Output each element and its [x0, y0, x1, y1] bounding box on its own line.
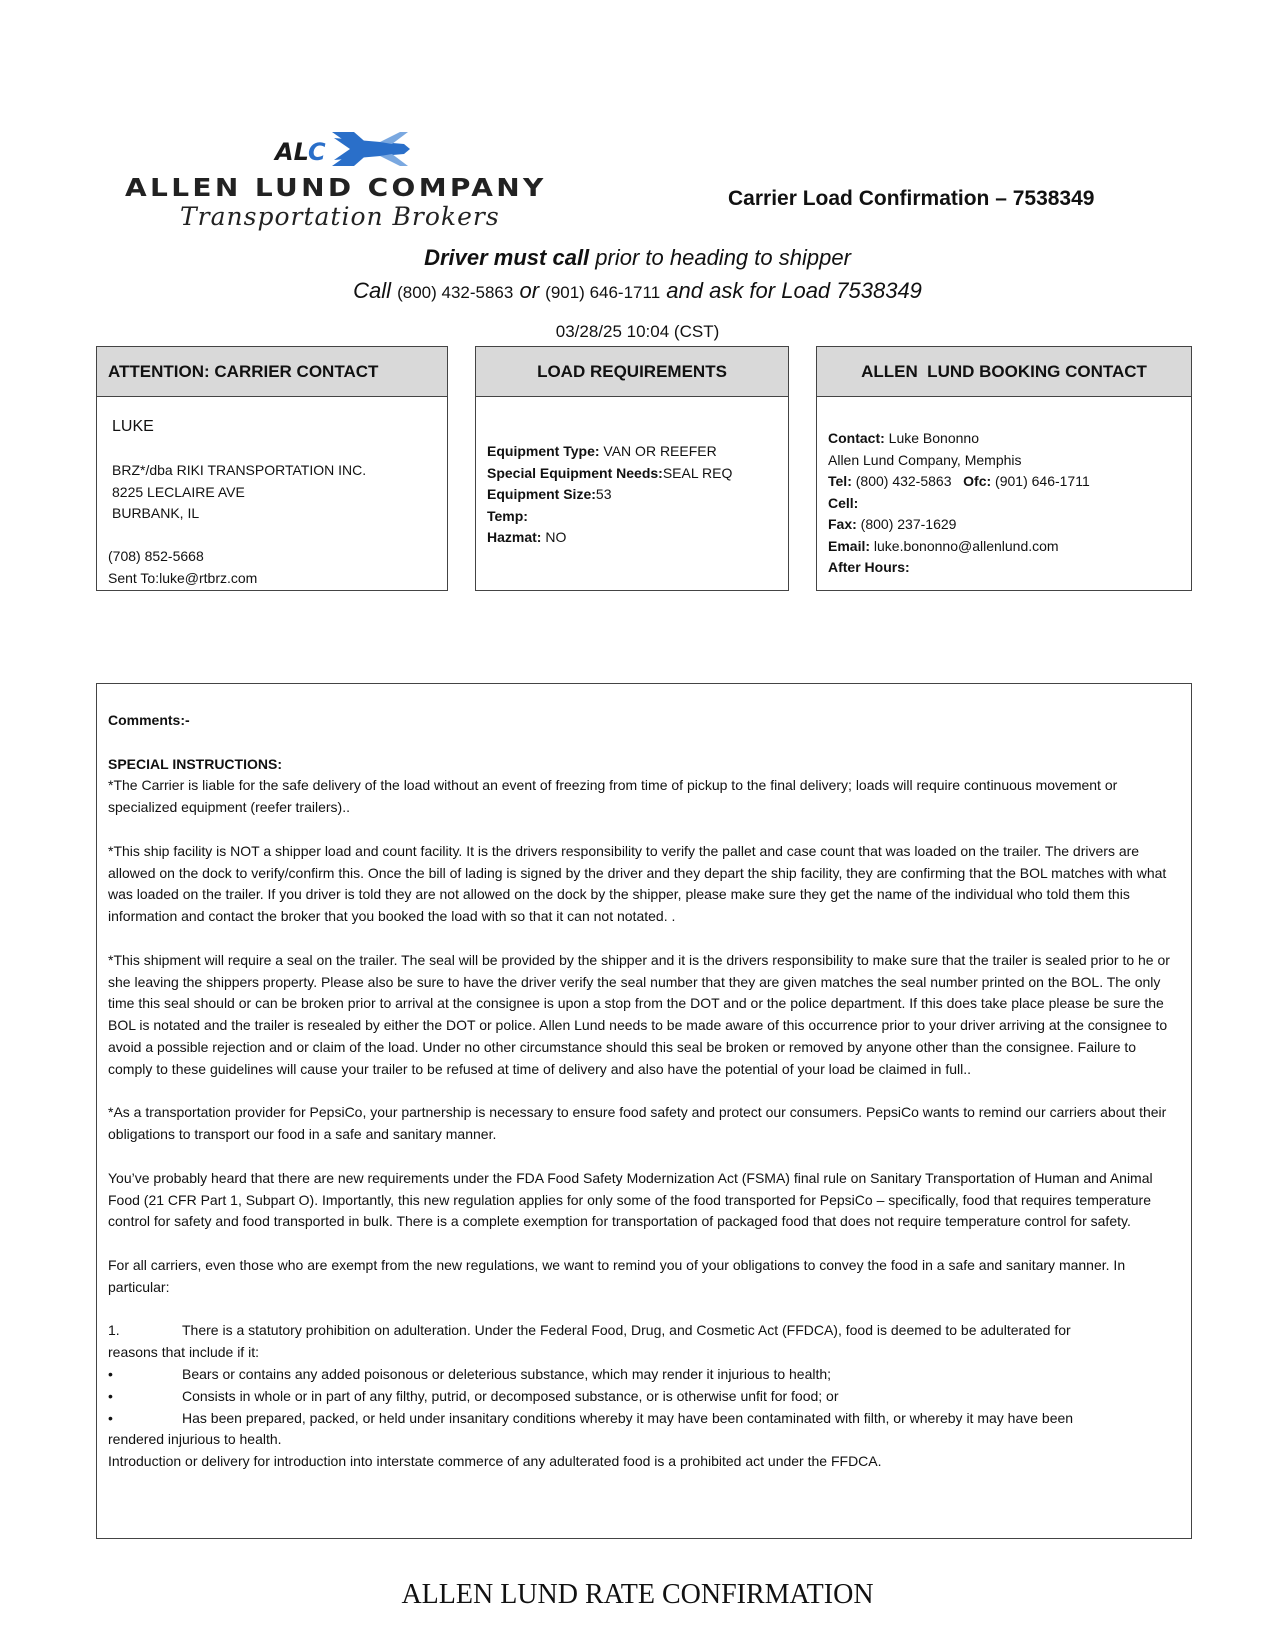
driver-notice [0, 245, 1275, 271]
booking-contact-box [816, 346, 1192, 591]
equipment-type-value: VAN OR REEFER [599, 443, 717, 459]
call-phone-2: (901) 646-1711 [545, 283, 661, 302]
tel-label: Tel: [828, 473, 852, 489]
carrier-contact-box [96, 346, 448, 591]
booking-tel-row [828, 471, 1090, 493]
booking-contact-row [828, 428, 1090, 450]
instruction-seal: *This shipment will require a seal on the trailer. The seal will be provided by the shipper and it is the drivers responsibility to make sure that the trailer is sealed prior to he or she leaving the shippers property. Please also be sure to have the driver verify the seal number that they are given matches the seal number printed on the BOL. The only time this seal should or can be broken prior to arrival at the consignee is upon a stop from the DOT and or the police department. If this does take place please be sure the BOL is notated and the trailer is resealed by either the DOT or police. Allen Lund needs to be made aware of this occurrence prior to your driver arriving at the consignee to avoid a possible rejection and or claim of the load. Under no other circumstance should this seal be broken or removed by anyone other than the consignee. Failure to comply to these guidelines will cause your trailer to be refused at time of delivery and also have the potential of your load be claimed in full.. [108, 951, 1170, 1077]
hazmat-value: NO [541, 529, 567, 545]
email-value: luke.bononno@allenlund.com [870, 537, 1059, 554]
footer-title: ALLEN LUND RATE CONFIRMATION [401, 1579, 874, 1610]
booking-after-hours-row [828, 557, 1090, 579]
carrier-phone: (708) 852-5668 [108, 548, 204, 564]
instruction-pepsico: *As a transportation provider for PepsiCo, your partnership is necessary to ensure food safety and protect our consumers. PepsiCo wants to remind our carriers about their obligations to transport our food in a safe and sanitary manner. [108, 1104, 1167, 1143]
carrier-phone-block [108, 546, 257, 589]
comments-heading: Comments:- [108, 712, 190, 728]
carrier-company: BRZ*/dba RIKI TRANSPORTATION INC. [112, 462, 367, 478]
equipment-size-row [487, 484, 732, 506]
fax-value: (800) 237-1629 [856, 516, 957, 532]
load-requirements-heading: LOAD REQUIREMENTS [476, 347, 788, 397]
special-equipment-value: SEAL REQ [662, 464, 733, 481]
driver-notice-bold: Driver must call [424, 245, 590, 270]
carrier-contact-name: LUKE [112, 418, 154, 435]
bullet-text: Bears or contains any added poisonous or deleterious substance, which may render it injurious to health; [182, 1365, 832, 1382]
contact-label: Contact: [828, 430, 885, 446]
alc-wings-logo-icon [270, 128, 420, 170]
list-item [108, 1320, 1181, 1342]
after-hours-label: After Hours: [828, 559, 910, 575]
call-or: or [513, 278, 546, 303]
company-logo [120, 118, 590, 238]
call-suffix: and ask for Load 7538349 [660, 278, 922, 303]
temp-label: Temp: [487, 507, 528, 524]
instruction-freezing: *The Carrier is liable for the safe delivery of the load without an event of freezing from time of pickup to the final delivery; loads will require continuous movement or specialized equipment (reefer trailers).. [108, 777, 1118, 816]
hazmat-row [487, 527, 732, 549]
booking-email-row [828, 536, 1090, 558]
comments-box [96, 683, 1192, 1539]
instruction-all-carriers: For all carriers, even those who are exempt from the new regulations, we want to remind you of your obligations to convey the food in a safe and sanitary manner. In particular: [108, 1256, 1126, 1295]
call-instructions [0, 278, 1275, 304]
logo-company-name: ALLEN LUND COMPANY [125, 173, 547, 202]
booking-cell-row [828, 493, 1090, 515]
special-equipment-row [487, 463, 732, 485]
special-equipment-label: Special Equipment Needs: [487, 464, 663, 481]
load-requirements-box [475, 346, 789, 591]
hazmat-label: Hazmat: [487, 529, 542, 545]
call-phone-1: (800) 432-5863 [397, 283, 514, 302]
closing-statement: Introduction or delivery for introduction into interstate commerce of any adulterated food is a prohibited act under the FFDCA. [108, 1453, 882, 1470]
equipment-type-row [487, 441, 732, 463]
contact-value: Luke Bononno [884, 430, 979, 446]
logo-tagline: Transportation Brokers [180, 202, 500, 231]
email-label: Email: [828, 537, 871, 554]
bullet-item [108, 1408, 1181, 1430]
list-number: 1. [108, 1322, 120, 1339]
bullet-continuation: rendered injurious to health. [108, 1431, 282, 1448]
bullet-icon: • [108, 1387, 113, 1404]
carrier-street: 8225 LECLAIRE AVE [112, 483, 245, 500]
booking-contact-list [828, 428, 1090, 579]
instruction-fsma: You’ve probably heard that there are new requirements under the FDA Food Safety Modernization Act (FSMA) final rule on Sanitary Transportation of Human and Animal Food (21 CFR Part 1, Subpart O). Importantly, this new regulation applies for only some of the food transported for PepsiCo – specifically, food that requires temperature control for safety and food transported in bulk. There is a complete exemption for transportation of packaged food that does not require temperature control for safety. [108, 1169, 1153, 1230]
list-item-text: There is a statutory prohibition on adulteration. Under the Federal Food, Drug, and Cosmetic Act (FFDCA), food is deemed to be adulterated for [182, 1322, 1071, 1339]
bullet-item [108, 1386, 1181, 1408]
equipment-type-label: Equipment Type: [487, 443, 600, 459]
temp-row [487, 506, 732, 528]
driver-notice-rest: prior to heading to shipper [589, 245, 851, 270]
booking-office: Allen Lund Company, Memphis [828, 451, 1022, 468]
booking-fax-row [828, 514, 1090, 536]
timestamp: 03/28/25 10:04 (CST) [555, 322, 720, 341]
load-requirements-list [487, 441, 732, 549]
equipment-size-label: Equipment Size: [487, 486, 596, 502]
call-prefix: Call [353, 278, 398, 303]
tel-value: (800) 432-5863 [851, 473, 964, 489]
bullet-icon: • [108, 1409, 113, 1426]
equipment-size-value: 53 [595, 486, 612, 502]
booking-contact-heading: ALLEN LUND BOOKING CONTACT [817, 347, 1191, 397]
carrier-city: BURBANK, IL [112, 505, 200, 521]
fax-label: Fax: [828, 516, 857, 532]
svg-text:C: C [308, 138, 326, 166]
special-instructions-heading: SPECIAL INSTRUCTIONS: [108, 755, 282, 772]
carrier-contact-heading: ATTENTION: CARRIER CONTACT [97, 347, 447, 397]
bullet-text: Has been prepared, packed, or held under insanitary conditions whereby it may have been contaminated with filth, or whereby it may have been [182, 1409, 1074, 1426]
bullet-icon: • [108, 1365, 113, 1382]
bullet-item [108, 1364, 1181, 1386]
bullet-text: Consists in whole or in part of any filthy, putrid, or decomposed substance, or is otherwise unfit for food; or [182, 1387, 839, 1404]
cell-label: Cell: [828, 494, 859, 511]
ofc-label: Ofc: [963, 473, 992, 489]
list-item-continuation: reasons that include if it: [108, 1344, 259, 1361]
carrier-sent-to: Sent To:luke@rtbrz.com [108, 569, 258, 586]
ofc-value: (901) 646-1711 [991, 473, 1090, 489]
instruction-load-count: *This ship facility is NOT a shipper load and count facility. It is the drivers responsibility to verify the pallet and case count that was loaded on the trailer. The drivers are allowed on the dock to verify/confirm this. Once the bill of lading is signed by the driver and they depart the ship facility, they are confirming that the BOL matches with what was loaded on the trailer. If you driver is told they are not allowed on the dock by the shipper, please make sure they get the name of the individual who told them this information and contact the broker that you booked the load with so that it can not notated. . [108, 842, 1167, 925]
carrier-address [112, 460, 366, 525]
page-title: Carrier Load Confirmation – 7538349 [728, 187, 1095, 210]
svg-text:AL: AL [275, 138, 309, 166]
